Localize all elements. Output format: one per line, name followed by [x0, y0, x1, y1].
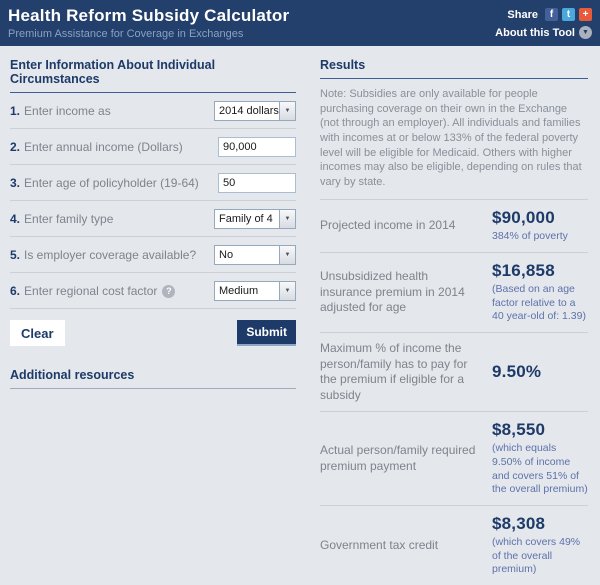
- field-text: Enter age of policyholder (19-64): [24, 176, 199, 190]
- result-label: Unsubsidized health insurance premium in 2014 adjusted for age: [320, 269, 465, 315]
- page-title: Health Reform Subsidy Calculator: [8, 6, 290, 25]
- field-row-regional-cost: [10, 273, 296, 309]
- chevron-down-icon[interactable]: ▼: [279, 102, 295, 120]
- chevron-down-icon[interactable]: ▼: [279, 246, 295, 264]
- annual-income-input[interactable]: [218, 137, 296, 157]
- field-number: 1.: [10, 104, 21, 118]
- result-label: Government tax credit: [320, 537, 439, 552]
- result-value: $8,308: [492, 513, 546, 533]
- results-panel: [306, 46, 600, 585]
- twitter-icon[interactable]: t: [562, 8, 575, 21]
- field-row-age: [10, 165, 296, 201]
- result-value-col: [492, 362, 588, 382]
- page-subtitle: Premium Assistance for Coverage in Exchanges: [8, 28, 244, 40]
- field-text: Enter family type: [24, 212, 114, 226]
- share-label: Share: [507, 8, 538, 21]
- form-buttons: [10, 309, 296, 358]
- result-row-max-percent-income: [320, 333, 588, 412]
- result-subtext: (which equals 9.50% of income and covers 51% of the overall premium): [492, 442, 588, 496]
- help-icon[interactable]: ?: [162, 285, 175, 298]
- facebook-icon[interactable]: f: [545, 8, 558, 21]
- result-label: Projected income in 2014: [320, 218, 456, 233]
- field-label: [10, 284, 175, 298]
- form-heading: Enter Information About Individual Circumstances: [10, 54, 296, 93]
- field-number: 2.: [10, 140, 21, 154]
- regional-cost-select[interactable]: [214, 281, 296, 301]
- clear-button[interactable]: Clear: [10, 320, 65, 346]
- field-label: [10, 104, 111, 118]
- field-number: 4.: [10, 212, 21, 226]
- family-type-select[interactable]: [214, 209, 296, 229]
- select-value: No: [219, 249, 234, 261]
- select-value: Medium: [219, 285, 259, 297]
- result-label: Actual person/family required premium payment: [320, 443, 476, 473]
- result-value-col: [492, 208, 588, 244]
- results-note: Note: Subsidies are only available for people purchasing coverage on their own in the Exchange (not through an employer). All individuals and families with incomes at or below 133% of the federal poverty level will be eligible for Medicaid. Others with higher incomes may also be eligible, depending on rules that vary by state.: [320, 79, 588, 200]
- result-row-tax-credit: [320, 506, 588, 585]
- field-row-annual-income: [10, 129, 296, 165]
- form-panel: [0, 46, 306, 585]
- result-subtext: (Based on an age factor relative to a 40 year-old of: 1.39): [492, 283, 586, 323]
- result-value: $8,550: [492, 420, 546, 440]
- header-titles: [8, 6, 289, 40]
- select-value: 2014 dollars: [219, 105, 279, 117]
- result-value-col: [492, 514, 588, 577]
- header-right: [495, 6, 592, 44]
- result-row-required-premium: [320, 412, 588, 506]
- result-label: Maximum % of income the person/family has to pay for the premium if eligible for a subsidy: [320, 340, 468, 402]
- result-subtext: 384% of poverty: [492, 230, 568, 243]
- additional-resources-heading: Additional resources: [10, 364, 296, 389]
- share-bar: [495, 8, 592, 21]
- field-text: Enter regional cost factor: [24, 284, 158, 298]
- results-heading: Results: [320, 54, 588, 79]
- age-input[interactable]: [218, 173, 296, 193]
- field-row-family-type: [10, 201, 296, 237]
- result-value: 9.50%: [492, 362, 542, 382]
- chevron-down-icon[interactable]: ▼: [279, 210, 295, 228]
- field-row-income-as: [10, 93, 296, 129]
- result-subtext: (which covers 49% of the overall premium): [492, 535, 581, 576]
- about-bar[interactable]: [495, 26, 592, 39]
- employer-coverage-select[interactable]: [214, 245, 296, 265]
- chevron-down-icon[interactable]: ▼: [279, 282, 295, 300]
- field-text: Enter annual income (Dollars): [24, 140, 183, 154]
- header: [0, 0, 600, 46]
- main-content: [0, 46, 600, 585]
- about-info-icon[interactable]: ▼: [579, 26, 592, 39]
- result-value-col: [492, 261, 588, 324]
- result-row-projected-income: [320, 200, 588, 253]
- share-plus-icon[interactable]: +: [579, 8, 592, 21]
- field-text: Enter income as: [24, 104, 111, 118]
- field-number: 3.: [10, 176, 21, 190]
- field-label: [10, 140, 183, 154]
- result-value: $16,858: [492, 261, 555, 281]
- field-number: 5.: [10, 248, 21, 262]
- field-label: [10, 248, 196, 262]
- select-value: Family of 4: [219, 213, 273, 225]
- field-text: Is employer coverage available?: [24, 248, 197, 262]
- result-value-col: [492, 420, 588, 497]
- result-value: $90,000: [492, 208, 555, 228]
- income-as-select[interactable]: [214, 101, 296, 121]
- about-tool-link[interactable]: About this Tool: [495, 26, 575, 39]
- result-row-unsubsidized-premium: [320, 253, 588, 333]
- field-row-employer-coverage: [10, 237, 296, 273]
- field-label: [10, 176, 199, 190]
- submit-button[interactable]: Submit: [237, 320, 296, 346]
- field-label: [10, 212, 113, 226]
- field-number: 6.: [10, 284, 21, 298]
